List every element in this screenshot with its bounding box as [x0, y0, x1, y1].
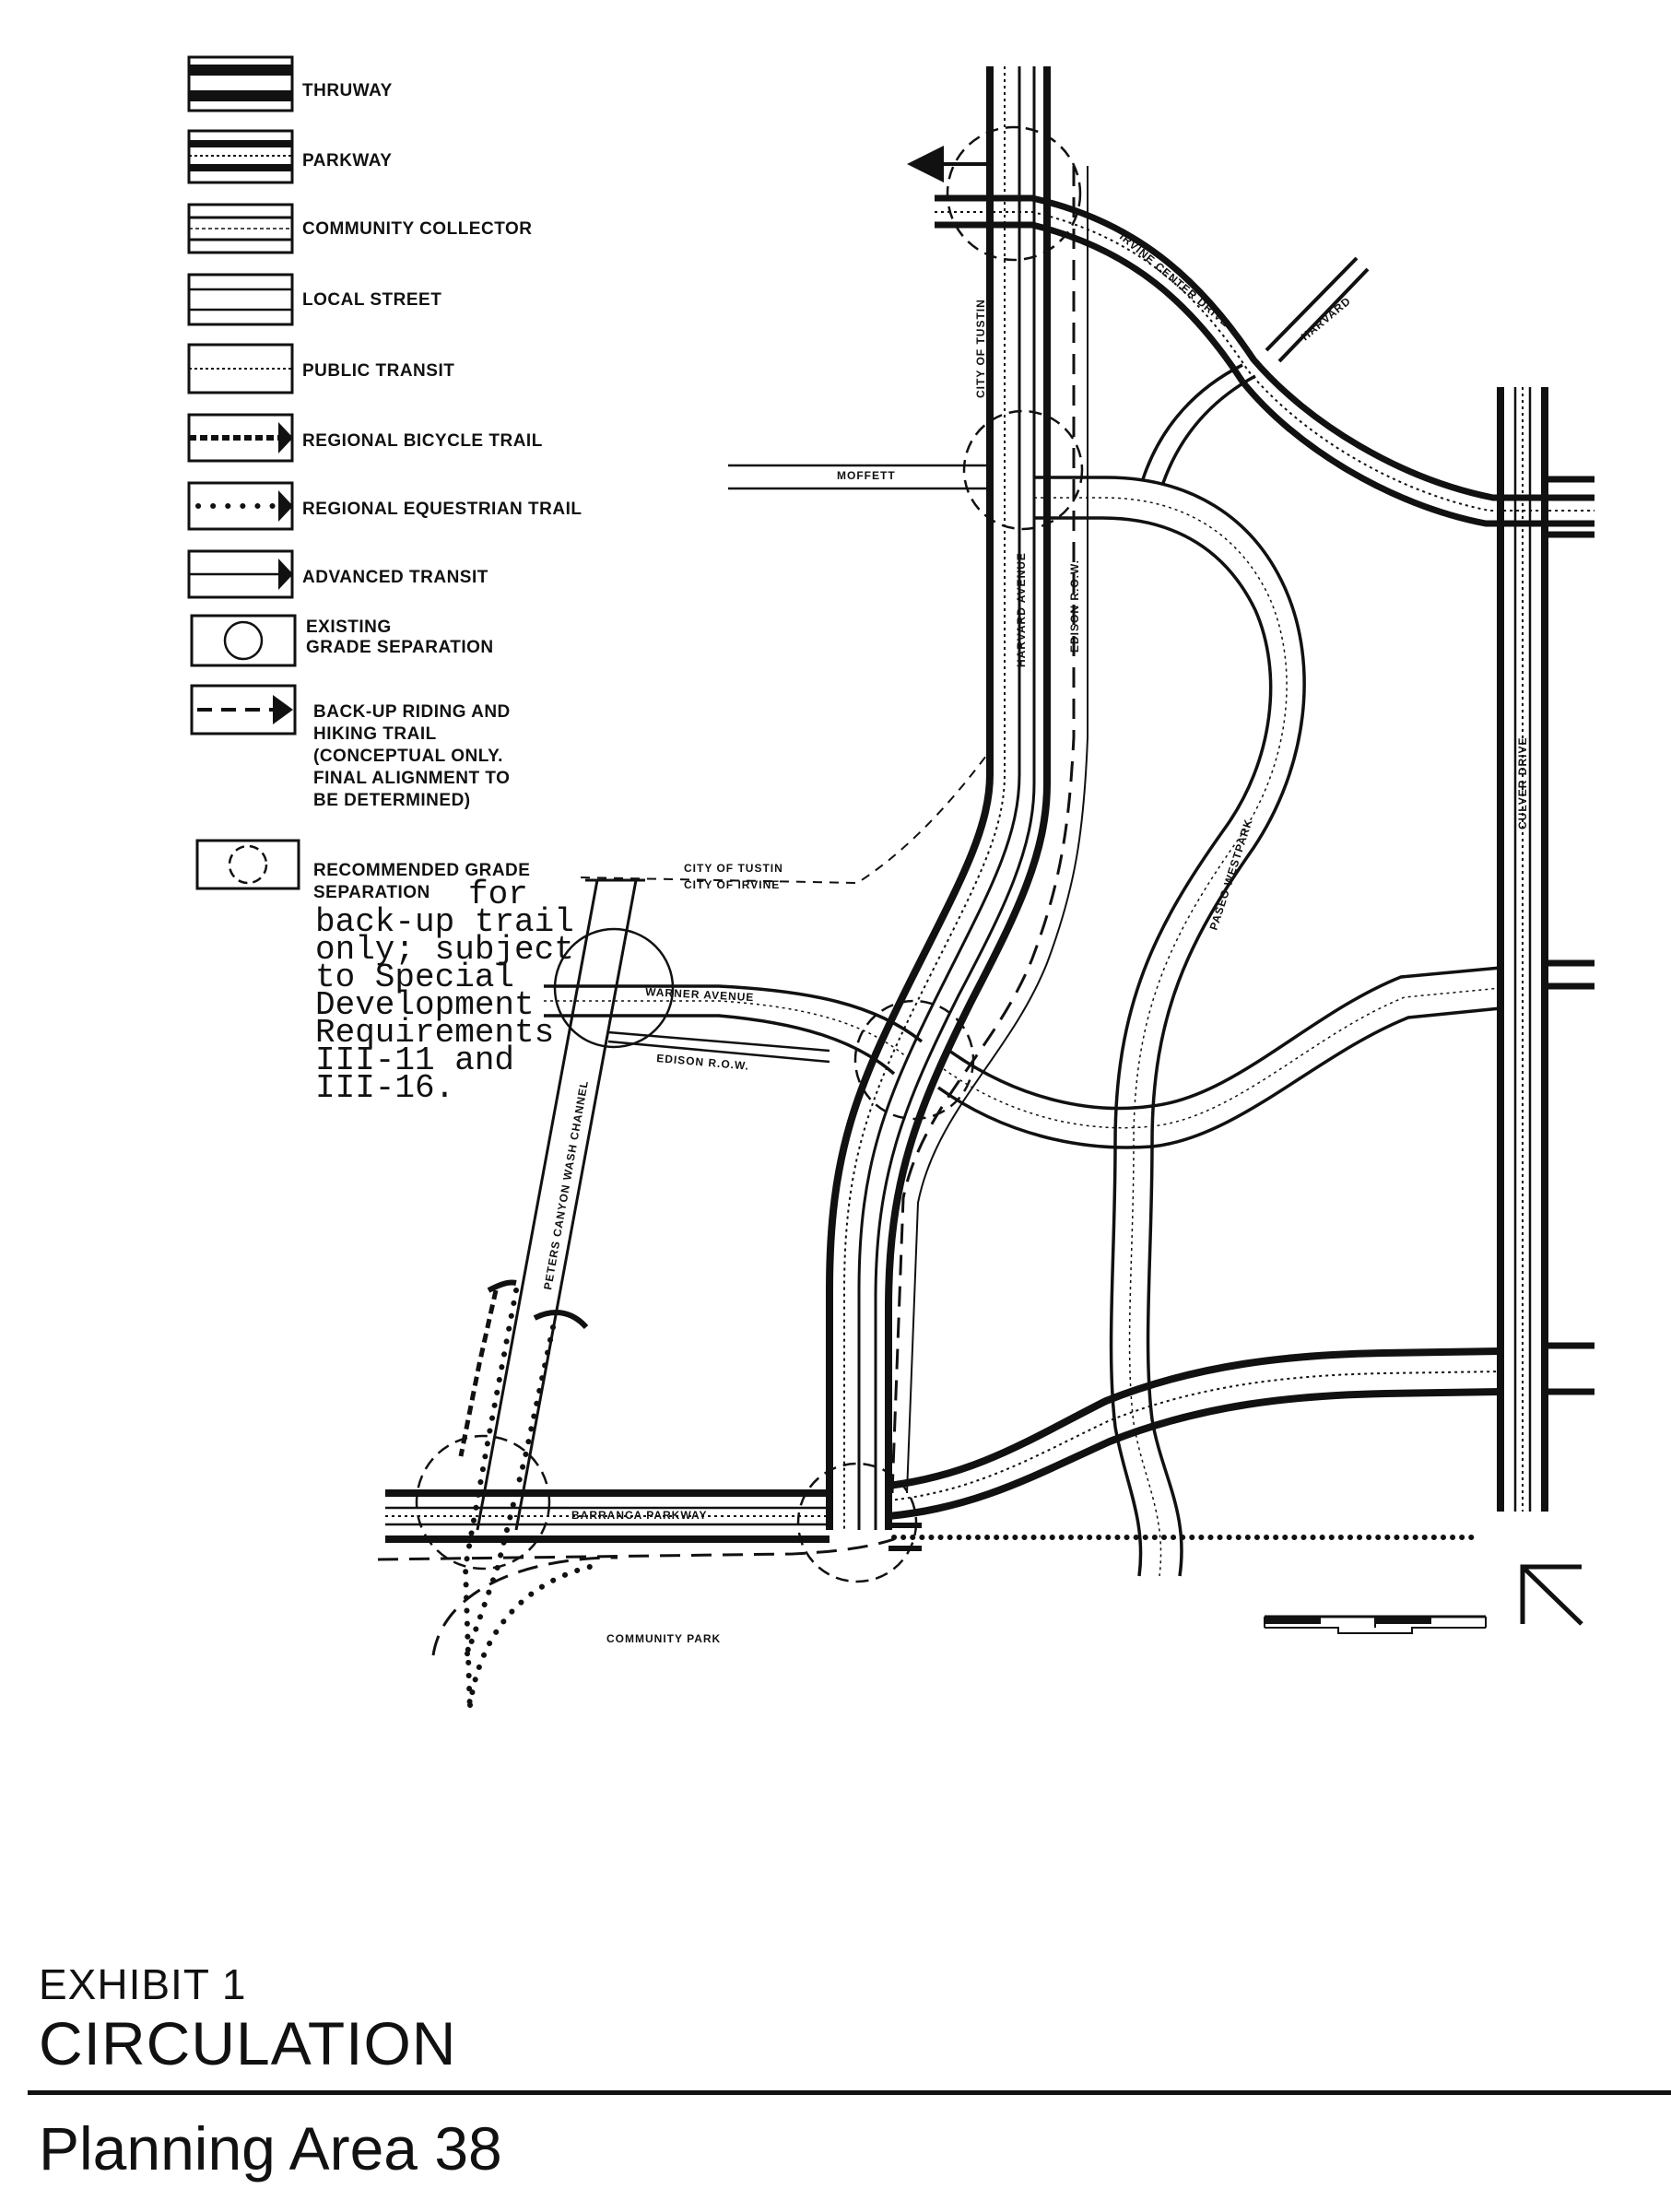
title-block — [39, 1960, 1661, 2077]
legend-backup-line3: (CONCEPTUAL ONLY. — [313, 747, 503, 766]
peters-bicycle-trail — [461, 1283, 586, 1456]
label-edison-row: EDISON R.O.W. — [1068, 559, 1081, 653]
label-edison-row-west: EDISON R.O.W. — [655, 1052, 750, 1073]
legend-local-street — [189, 275, 441, 324]
label-peters-canyon: PETERS CANYON WASH CHANNEL — [541, 1078, 592, 1291]
legend-backup-trail — [192, 686, 511, 810]
legend-parkway-label: PARKWAY — [302, 151, 393, 171]
label-warner-avenue: WARNER AVENUE — [644, 985, 755, 1005]
north-arrow-icon — [1523, 1567, 1582, 1624]
legend-parkway — [189, 131, 392, 182]
note-line-2: back-up trail — [315, 903, 574, 941]
legend — [189, 57, 582, 1107]
legend-community-collector-label: COMMUNITY COLLECTOR — [302, 219, 533, 239]
label-barranca-parkway: BARRANCA PARKWAY — [571, 1509, 708, 1522]
label-city-tustin: CITY OF TUSTIN — [684, 862, 783, 875]
city-boundary — [581, 756, 986, 883]
legend-recommended-line1: RECOMMENDED GRADE — [313, 861, 531, 880]
east-west-collector — [938, 968, 1500, 1147]
label-irvine-center-drive: IRVINE CENTER DRIVE — [1117, 229, 1233, 330]
exhibit-number: EXHIBIT 1 — [39, 1960, 247, 2008]
grade-sep-moffett — [964, 411, 1082, 529]
note-line-7: III-11 and — [315, 1041, 515, 1079]
grade-sep-north — [947, 127, 1080, 260]
legend-equestrian-trail-label: REGIONAL EQUESTRIAN TRAIL — [302, 500, 582, 519]
planning-area-title: Planning Area 38 — [39, 2114, 502, 2183]
label-ne-side-road: HARVARD — [1298, 294, 1354, 344]
label-paseo-westpark: PASEO WESTPARK — [1206, 817, 1255, 932]
scale-bar — [1265, 1617, 1486, 1633]
legend-existing-line1: EXISTING — [306, 618, 392, 637]
legend-note — [315, 876, 574, 1107]
note-line-5: Development — [315, 986, 535, 1024]
equestrian-trail — [465, 1290, 590, 1714]
label-harvard-avenue: HARVARD AVENUE — [1015, 552, 1028, 667]
paseo-connector — [1143, 365, 1255, 483]
note-line-6: Requirements — [315, 1014, 555, 1052]
note-line-1: for — [468, 876, 528, 913]
note-line-4: to Special — [315, 959, 515, 996]
title-divider — [28, 2090, 1671, 2095]
label-moffett: MOFFETT — [837, 469, 896, 482]
side-road-ne — [1266, 258, 1368, 361]
legend-existing-line2: GRADE SEPARATION — [306, 638, 494, 657]
legend-local-street-label: LOCAL STREET — [302, 290, 442, 310]
legend-backup-line4: FINAL ALIGNMENT TO — [313, 769, 511, 788]
note-line-8: III-16. — [315, 1069, 455, 1107]
community-park-trail — [433, 1558, 618, 1655]
legend-advanced-transit-label: ADVANCED TRANSIT — [302, 568, 488, 587]
label-city-irvine: CITY OF IRVINE — [684, 878, 781, 891]
legend-existing-grade-separation — [192, 616, 494, 665]
label-culver-drive: CULVER DRIVE — [1516, 736, 1529, 830]
exhibit-subject: CIRCULATION — [39, 2009, 457, 2077]
note-line-3: only; subject — [315, 931, 574, 969]
legend-thruway-label: THRUWAY — [302, 81, 393, 100]
culver-drive — [1500, 387, 1545, 1512]
legend-thruway — [189, 57, 393, 111]
lower-parkway — [888, 1351, 1500, 1516]
culver-crossings — [1545, 479, 1595, 1392]
legend-backup-line2: HIKING TRAIL — [313, 724, 437, 744]
legend-backup-line1: BACK-UP RIDING AND — [313, 702, 511, 722]
legend-public-transit — [189, 345, 454, 393]
legend-public-transit-label: PUBLIC TRANSIT — [302, 361, 455, 381]
legend-recommended-line2: SEPARATION — [313, 883, 430, 902]
label-city-of-tustin-vertical: CITY OF TUSTIN — [974, 299, 987, 398]
legend-bicycle-trail-label: REGIONAL BICYCLE TRAIL — [302, 431, 543, 451]
legend-bicycle-trail — [189, 415, 543, 461]
legend-equestrian-trail — [189, 483, 582, 529]
harvard-avenue-thruway — [830, 66, 1047, 1530]
legend-advanced-transit — [189, 551, 488, 597]
legend-community-collector — [189, 205, 532, 253]
legend-backup-line5: BE DETERMINED) — [313, 791, 471, 810]
label-community-park: COMMUNITY PARK — [606, 1632, 722, 1645]
